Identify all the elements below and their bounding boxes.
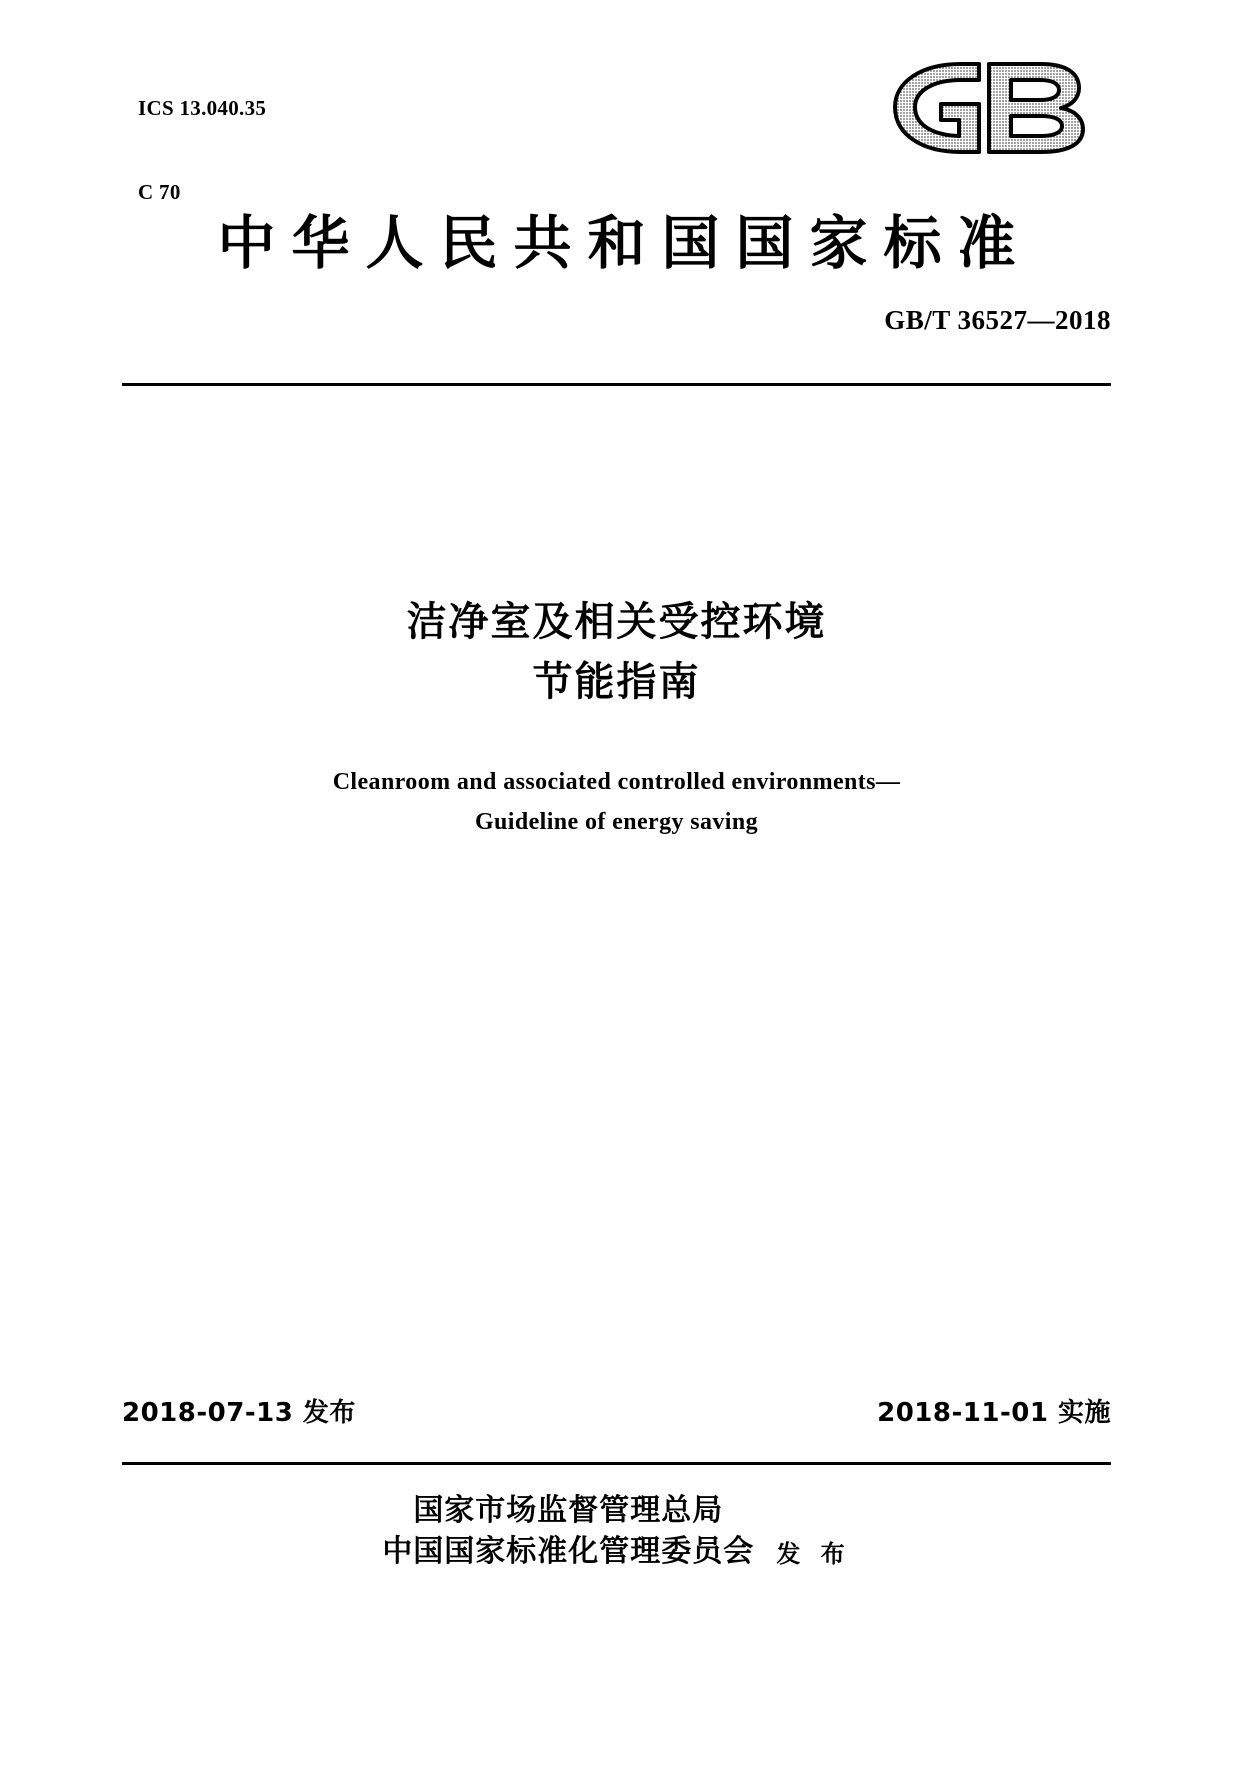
- gb-logo-icon: [861, 52, 1111, 162]
- ccs-code: C 70: [138, 179, 181, 204]
- document-title-en-line-2: Guideline of energy saving: [474, 808, 759, 835]
- document-title-cn-line-1: 洁净室及相关受控环境: [406, 598, 827, 645]
- implementation-date: 2018-11-01 实施: [877, 1398, 1111, 1428]
- publisher-line-2: 中国国家标准化管理委员会: [382, 1534, 755, 1570]
- ics-code: ICS 13.040.35: [138, 96, 267, 121]
- publish-verb: 发 布: [776, 1538, 851, 1568]
- divider-bottom: [122, 1462, 1111, 1465]
- document-title-en-line-1: Cleanroom and associated controlled environments—: [332, 769, 901, 795]
- publisher-names: [382, 1490, 754, 1573]
- page-title: 中华人民共和国国家标准: [217, 209, 1032, 277]
- standard-number: GB/T 36527—2018: [884, 305, 1111, 335]
- divider-top: [122, 383, 1111, 386]
- document-title-cn-line-2: 节能指南: [532, 658, 701, 705]
- publisher-block: [0, 1490, 1233, 1573]
- issue-date: 2018-07-13 发布: [122, 1398, 356, 1428]
- document-title-en: [0, 763, 1233, 842]
- publisher-line-1: 国家市场监督管理总局: [413, 1493, 724, 1528]
- document-title-cn: [0, 592, 1233, 712]
